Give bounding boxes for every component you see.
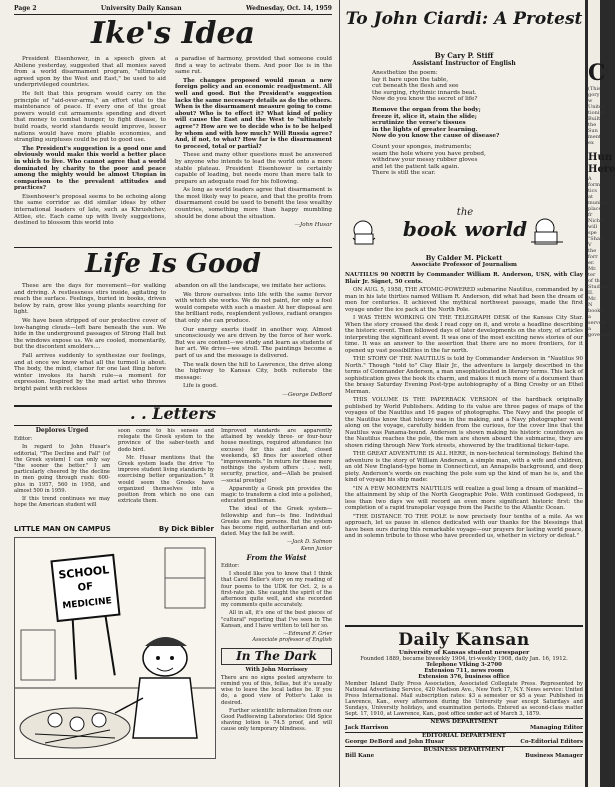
dark-byline: With John Morrissey: [245, 666, 308, 673]
life-paragraph: abandon on all the landscape, we imitate her actions.: [175, 283, 327, 289]
staff-row: [345, 725, 583, 731]
kansan-membership: Member Inland Daily Press Association, Associated Collegiate Press. Represented by National Advertising Service, 420 Madison Ave., New York 17, N.Y. News service: United Press International. Mail subscription rates: $3 a semester or $5 a year. Published in Lawrence, Kan., every afternoon during the University year except Saturdays and Sundays, University holidays, and examination periods. Entered as second-class matter Sept. 17, 1910, at Lawrence, Kan., post office under act of March 3, 1879.: [345, 680, 583, 717]
staff-row: [345, 753, 583, 759]
letter-heading: From the Waist: [246, 552, 307, 562]
edge-letter: C: [588, 60, 606, 86]
poem-line: lay it bare upon the table,: [372, 76, 449, 83]
edge-text: (This: [588, 86, 601, 92]
review-paragraph: "THE DISTANCE TO THE POLE is now precisely four tenths of a mile. As we approach, let us pause in silence dedicated with our thanks for the blessings that have been ours during this remarkable voyage—our prayers for lasting world peace, and in solemn tribute to those who have preceded us, whether in victory or defeat.": [345, 513, 583, 539]
phone-line: Telephone VIking 3-2700: [426, 662, 502, 668]
biz-dept-heading: BUSINESS DEPARTMENT: [345, 746, 583, 753]
book-world-title: book world: [402, 217, 528, 241]
poem-line: Now do you know the cause of disease?: [372, 133, 500, 140]
poem-line: freeze it, slice it, stain the slide;: [372, 113, 477, 120]
letter-paragraph: The ideal of the Greek system—fellowship and fun—is fine. Individual Greeks are fine persons. But the system has become rigid, authoritarian and out-dated. May the fall be swift.: [221, 506, 332, 538]
facing-page-edge: [588, 0, 615, 787]
edge-text: er. Mr.: [588, 260, 597, 272]
poem-line: Anesthetize the poem:: [372, 70, 438, 76]
ciardi-author-title: Assistant Instructor of English: [412, 60, 516, 67]
book-world-word1: the: [456, 207, 474, 218]
ike-paragraph: The changes proposed would mean a new foreign policy and an economic readjustment. All well and good. But the President's suggestion lacks the same necessary details as do the others. When is the disarmament measure going to come about? Who is to effect it? What kind of policy will cause the East and the West to "ultimately agree"? How are we to decide who is to be helped by whom and with how much? Will Russia agree? And, if not, to what? How far is the disarmament to proceed, total or partial?: [175, 77, 332, 150]
poem-line: Count your sponges, instruments;: [372, 143, 472, 150]
review-paragraph: THE GREAT ADVENTURE IS ALL HERE, in non-technical terminology. Behind the adventure is the story of William Anderson, a simple man, with a wife and children, an old New England-type home in Connecticut, an Annapolis background, and deep piety. Anderson's words on reaching the pole sum up the kind of man he is, and the kind of voyage his ship made:: [345, 451, 583, 483]
cartoon-title-bar: [14, 525, 214, 533]
ciardi-byline-block: [345, 51, 583, 67]
life-paragraph: Our energy exerts itself in another way. Almost unconsciously we are driven by the force of her work. But we are content—we study and learn as students of her art. We drive—we stroll. The paintings become a part of us and the message is delivered.: [175, 326, 332, 359]
letter-paragraph: Apparently a Greek pin provides the magic to transform a clod into a polished, educated gentleman.: [221, 485, 332, 505]
sign-text-2: OF: [77, 581, 94, 594]
review-paragraph: THIS VOLUME IS THE PAPERBACK VERSION of the hardback originally published by World Publishers. Adding to its value are three pages of maps of the voyages of the Nautilus and 16 pages of photographs. The Navy and the people of the Nautilus know that history was in the making, and a Navy photographer went along on the voyage, carefully hidden from the curious, for the cover line that the Nautilus was Panama-bound. Anderson is shown making his historic countdown as the Nautilus reaches the pole, the men are shown aboard the submarine, they are shown riding through New York streets, showered by the traditional ticker-tape.: [345, 397, 583, 449]
dark-paragraph: There are no signs posted anywhere to remind you of this, fellas, but it's usually wise to leave the local ladies be. If you do, a good view of Potter's Lake is desired.: [221, 674, 332, 706]
staff-name: Jack Harrison: [345, 724, 389, 731]
ciardi-author: By Cary P. Stiff: [434, 51, 494, 60]
cartoon-illustration: [14, 537, 216, 759]
ciardi-headline: To John Ciardi: A Protest: [345, 9, 583, 29]
ciardi-poem: [372, 70, 572, 181]
cartoon-byline: By Dick Bibler: [158, 525, 214, 533]
book-world-byline: By Calder M. Pickett: [425, 254, 503, 262]
ike-signature: —John Husar: [294, 222, 332, 229]
review-paragraph: "IN A FEW MOMENTS NAUTILUS will realize a goal long a dream of mankind—the attainment by ship of the North Geographic Pole. With continued Godspeed, in less than two days we will record an even more significant historic first: the completion of a rapid transpolar voyage from the Pacific to the Atlantic Ocean.: [345, 485, 583, 511]
divider: [14, 247, 332, 248]
issue-date: Wednesday, Oct. 14, 1959: [245, 5, 332, 12]
letters-headline: . . Letters: [129, 404, 217, 423]
edge-text: ment ex: [588, 134, 601, 146]
ike-paragraph: These and many other questions must be answered by anyone who intends to lead the world onto a more stable plateau. President Eisenhower is certainly capable of leading, but needs more than mere talk to prepare an adequate road for his following.: [175, 152, 332, 185]
letter-paragraph: soon come to his senses and relegate the Greek system to the province of the saber-teeth and dodo bird.: [118, 428, 214, 453]
staff-role: Managing Editor: [529, 724, 583, 731]
poem-line: There is still the scar.: [372, 170, 436, 177]
edge-text: place fr: [588, 206, 602, 218]
kansan-staff-box: [345, 630, 583, 759]
poem-stanza: [372, 107, 572, 140]
edge-text: tics at: [588, 188, 597, 200]
life-headline: Life Is Good: [85, 249, 261, 279]
letter-paragraph: If this trend continues we may hope the American student will: [14, 496, 110, 509]
edge-text: Mr. N: [588, 296, 597, 308]
sign-text-1: SCHOOL: [57, 563, 110, 582]
review-heading: NAUTILUS 90 NORTH by Commander William R. Anderson, USN, with Clay Blair Jr. Signet, 50 cents.: [345, 272, 583, 285]
poem-line: and let the patient talk again.: [372, 163, 460, 170]
column-divider: [339, 0, 340, 787]
poem-line: in the lights of greater learning.: [372, 126, 478, 133]
ike-paragraph: The President's suggestion is a good one and obviously would make this world a better place in which to live. Who cannot agree that a world dominated by charity to the poor and peace among the mighty would be almost Utopian in comparison to the prevalent attitudes and practices?: [14, 145, 166, 192]
news-dept-heading: NEWS DEPARTMENT: [345, 718, 583, 725]
book-world-byline-title: Associate Professor of Journalism: [411, 262, 517, 268]
edge-text: gory w: [588, 92, 600, 104]
paper-name: University Daily Kansan: [100, 5, 182, 12]
cartoon-drawing: [15, 538, 215, 758]
edge-text: II.: [588, 290, 594, 296]
life-paragraph: Life is good.: [183, 383, 218, 390]
ike-left-column: [14, 56, 166, 229]
life-paragraph: We have been stripped of our protective cover of low-hanging clouds—left bare beneath the sun. We hide in the underground passages of Strong Hall but the windows expose us. We are cooled, momentarily, but the discontent smolders....: [14, 317, 166, 351]
phone-line: Extension 376, business office: [418, 674, 510, 681]
dark-headline: In The Dark: [221, 648, 332, 665]
edge-text: A form: [588, 176, 600, 188]
page-masthead: [14, 5, 332, 15]
cartoon-title: LITTLE MAN ON CAMPUS: [14, 525, 111, 533]
life-paragraph: The walk down the hill to Lawrence, the drive along the highway to Kansas City, both reiterate the message:: [175, 361, 332, 381]
staff-role: Business Manager: [525, 752, 583, 759]
edge-heading: Here: [588, 164, 615, 175]
letter-paragraph: Editor:: [14, 436, 33, 443]
staff-name: George DeBord and John Husar: [345, 738, 445, 745]
review-paragraph: THE STORY OF THE NAUTILUS is told by Commander Anderson in "Nautilus 90 North." Though "told to" Clay Blair Jr., the adventure is largely described in the terms of Commander Anderson, a man unsophisticated in literary terms. This lack of sophistication gives the book its charm, and makes it much more of a document than the brassy Saturday Evening Post-type autobiography of a Bing Crosby or an Ethel Merman.: [345, 356, 583, 395]
poem-line: Now do you know the secret of life?: [372, 96, 478, 103]
letters-column-2: [118, 428, 214, 506]
poem-line: the surging, rhythmic innards beat.: [372, 89, 477, 96]
life-paragraph: These are the days for movement—for walking and driving. A restlessness stirs inside, agitating to reach the surface. Feelings, buried in books, driven below by rain, grow like young plants searching for light.: [14, 283, 166, 316]
edge-text: books a: [588, 308, 603, 320]
poem-line: withdraw your messy rubber gloves: [372, 157, 478, 164]
letters-column-3: [221, 428, 332, 735]
book-world-banner: [345, 208, 583, 252]
life-paragraph: We throw ourselves into life with the same fervor with which she works. We do not paint, for only a fool would compete with such a master. At her disposal are the brilliant reds, resplendent yellows, radiant oranges that only she can produce.: [175, 291, 332, 324]
poem-line: Remove the organ from the body;: [372, 106, 481, 113]
edit-dept-heading: EDITORIAL DEPARTMENT: [345, 732, 583, 739]
kansan-founded: Founded 1889, became biweekly 1904, tri-weekly 1908, daily Jan. 16, 1912.: [360, 656, 568, 662]
ike-headline: Ike's Idea: [91, 16, 255, 51]
letter-paragraph: All in all, it's one of the best pieces of "cultural" reporting that I've seen in The Kansan, and I have written to tell her so.: [221, 610, 332, 629]
life-paragraph: Fall arrives suddenly to synthesize our feelings, and at once we know what all the turmoil is about. The body, the mind, clamor for one last fling before winter invokes its harsh rule—a moment for expression. Inspired by the mad artist who throws bright paint with reckless: [14, 352, 166, 392]
letter-heading: Deplores Urged: [35, 427, 89, 434]
letter-signature-title: Associate professor of English: [252, 637, 332, 644]
edge-text: served a: [588, 320, 605, 332]
ike-paragraph: He felt that this program would carry on the principle of "aid-over-arms," an effort vital to the maintenance of peace. If every one of the great powers would cut armaments spending and divert that money to combat hunger, to fight disease, to build roads, world standards would improve, lesser nations would have more pliable economies, and strangling surpluses could be put to good use.: [14, 90, 166, 144]
poem-line: cut beneath the flesh and see: [372, 83, 459, 90]
life-right-column: [175, 283, 332, 399]
ike-paragraph: a paradise of harmony, provided that someone could find a way to activate them. And poor Ike is in the same rut.: [175, 56, 332, 76]
letter-signature: —Jack D. Salmon: [286, 539, 332, 546]
kansan-nameplate: Daily Kansan: [398, 630, 530, 650]
letter-paragraph: Mr. Husar mentions that the Greek system leads the drive "to improve student living standards by exercising better organization." It would seem the Greeks have organized themselves into a position from which no one can extricate them.: [118, 454, 214, 505]
letters-column-1: [14, 428, 110, 510]
ike-paragraph: Eisenhower's proposal seems to be echoing along the same corridor as did similar ideas by other international leaders of late, such as Khrushchev, Attlee, etc. Each came up with lively suggestions, destined to blossom this world into: [14, 193, 166, 227]
edge-text: governm: [588, 332, 611, 338]
letter-signature-title: Kenn Junior: [300, 545, 332, 552]
ike-paragraph: As long as world leaders agree that disarmament is the most likely way to peace, and that the profits from disarmament could be used to benefit the less wealthy countries, something more than happy mumbling should be done about the situation.: [175, 187, 332, 220]
letter-signature: —Edmund F. Grier: [283, 631, 332, 638]
book-world-byline-block: [345, 254, 583, 268]
phone-line: Extension 711, news room: [424, 668, 504, 675]
kansan-subtitle: University of Kansas student newspaper: [398, 650, 530, 656]
ike-paragraph: President Eisenhower, in a speech given at Abilene yesterday, suggested that all monies saved from a world disarmament program, "ultimately agreed upon by the West and East," be used to aid underprivileged countries.: [14, 56, 166, 89]
page-number: Page 2: [14, 5, 37, 12]
edge-text: the Sun: [588, 122, 598, 134]
life-signature: —George DeBord: [282, 391, 332, 398]
review-paragraph: I WAS THEN WORKING ON THE TELEGRAPH DESK of the Kansas City Star. When the story crossed the desk I read copy on it, and wrote a headline describing the historic event. Then followed days of later developments on the story, of articles interpreting the significant event. It was one of the most exciting news stories of our time. It was an answer to the assertion that there are no more frontiers, for it opened up vast possibilities in the far north.: [345, 315, 583, 354]
life-left-column: [14, 283, 166, 395]
review-paragraph: ON AUG. 5, 1958, THE ATOMIC-POWERED submarine Nautilus, commanded by a man in his late thirties named William R. Anderson, did what had been the dream of men for centuries. It achieved the mythical northwest passage, made the first voyage under the ice pack at the North Pole.: [345, 287, 583, 313]
poem-stanza: [372, 70, 572, 103]
letter-paragraph: Improved standards are apparently attained by weekly three- or four-hour house meetings, required attendance (no excuses) for this and that, closed weekends, $5 fines for assorted other "improvements." In return for these mere nothings the system offers . . . well, security, practice, and—Allah be praised—social prestige!: [221, 428, 332, 484]
divider: [345, 625, 583, 627]
staff-name: Bill Kane: [345, 752, 375, 759]
dark-paragraph: Further scientific information from our Good Padfeewing Laboratories: Old Spice shaving lotion is 74.5 proof, and will cause only temporary blindness.: [221, 707, 332, 733]
letter-paragraph: I should like you to know that I think that Carol Beller's story on my reading of four poems to the UDK for Oct. 2, is a first-rate job. She caught the spirit of the afternoon quite well, and she recorded my comments quite accurately.: [221, 571, 332, 609]
edge-text: "Shall V: [588, 236, 604, 248]
poem-line: scrutinize the verse's tissues: [372, 120, 466, 127]
edge-text: tioning: [588, 110, 606, 116]
letter-paragraph: Editor:: [221, 563, 240, 570]
edge-text: Studies: [588, 284, 607, 290]
kansan-phones: [345, 662, 583, 681]
edge-text: United: [588, 104, 606, 110]
staff-row: [345, 739, 583, 745]
ike-right-column: [175, 56, 332, 229]
edge-text: the forr: [588, 248, 598, 260]
poem-stanza: [372, 144, 572, 177]
edge-text: ter of th: [588, 272, 600, 284]
sign-text-3: MEDICINE: [61, 596, 113, 612]
edge-text: Built: [588, 116, 601, 122]
edge-text: munism: [588, 200, 609, 206]
book-world-review: [345, 272, 583, 542]
letter-paragraph: In regard to John Husar's editorial, "The Decline and Fall" (of the Greek system) I can only say "the sooner the better." I am particularly cheered by the decline in men going through rush: 600-plus in 1957, 560 in 1958, and almost 500 in 1959.: [14, 444, 110, 494]
edge-text: will spe: [588, 224, 598, 236]
poem-line: seam the hole where you have probed,: [372, 150, 486, 157]
edge-heading: Hun: [588, 152, 612, 163]
staff-role: Co-Editorial Editors: [520, 738, 583, 745]
edge-text: Nichol: [588, 218, 605, 224]
